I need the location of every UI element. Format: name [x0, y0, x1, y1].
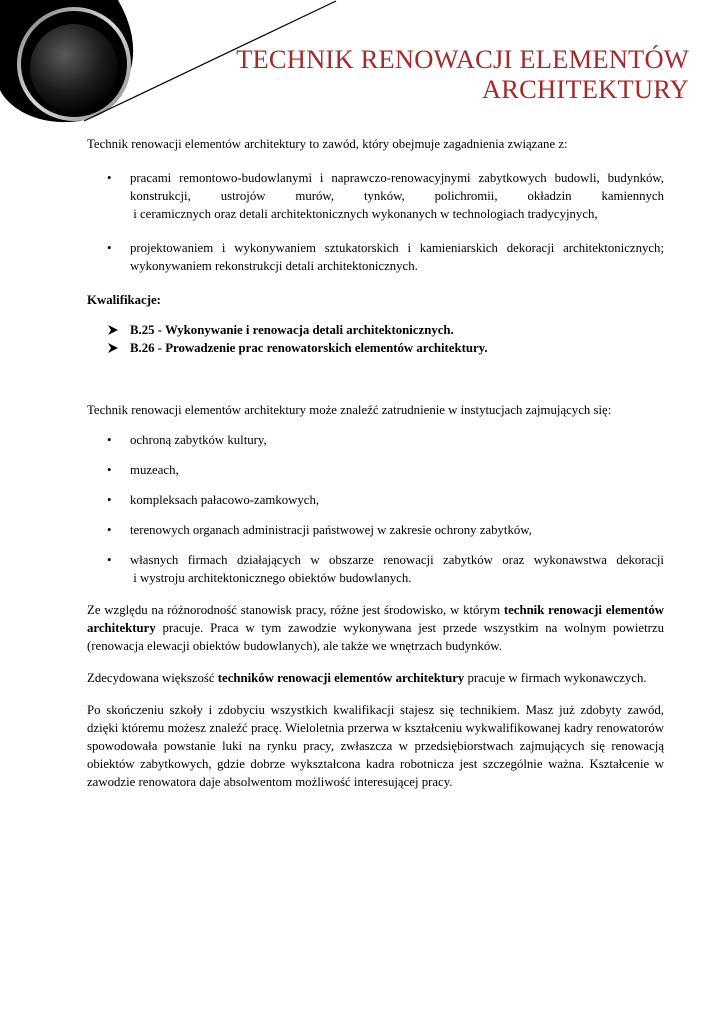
employment-item: • ochroną zabytków kultury, [87, 431, 664, 449]
topic-item [87, 169, 664, 223]
text-span: Ze względu na różnorodność stanowisk pracy, różne jest środowisko, w którym [87, 603, 504, 617]
page-title [129, 44, 689, 104]
text-span: pracuje. Praca w tym zawodzie wykonywana jest przede wszystkim na wolnym powietrzu (renowacja elewacji obiektów budowlanych), ale także we wnętrzach budynków. [87, 621, 664, 653]
qualifications-list [87, 321, 664, 357]
document-body [87, 135, 664, 791]
work-environment-paragraph [87, 601, 664, 655]
career-paragraph: Po skończeniu szkoły i zdobyciu wszystkich kwalifikacji stajesz się technikiem. Masz już zdobyty zawód, dzięki któremu możesz znaleźć pracę. Wieloletnia przerwa w kształceniu wykwalifikowanej kadry renowatorów spowodowała powstanie luki na rynku pracy, zwłaszcza w przedsiębiorstwach zajmujących się renowacją obiektów zabytkowych, gdzie dobrze wykształcona kadra robotnicza jest szczególnie ważna. Kształcenie w zawodzie renowatora daje absolwentom możliwość interesującej pracy. [87, 703, 664, 789]
topic-line: • pracami remontowo-budowlanymi i naprawczo-renowacyjnymi zabytkowych budowli, budynków, [130, 171, 664, 185]
employment-item: • muzeach, [87, 461, 664, 479]
topics-list [87, 169, 664, 275]
qualification-text: B.26 - Prowadzenie prac renowatorskich elementów architektury. [130, 341, 488, 355]
employers-paragraph [87, 669, 664, 687]
employment-item: • terenowych organach administracji państwowej w zakresie ochrony zabytków, [87, 521, 664, 539]
employment-intro: Technik renowacji elementów architektury może znaleźć zatrudnienie w instytucjach zajmujących się: [87, 403, 612, 417]
employment-list [87, 431, 664, 587]
text-span: Zdecydowana większość [87, 671, 218, 685]
qualification-text: B.25 - Wykonywanie i renowacja detali architektonicznych. [130, 323, 454, 337]
topic-item: • projektowaniem i wykonywaniem sztukatorskich i kamieniarskich dekoracji architektonicznych; wykonywaniem rekonstrukcji detali architektonicznych. [87, 239, 664, 275]
bold-text: techników renowacji elementów architektury [217, 671, 465, 685]
text-span: pracuje w firmach wykonawczych. [464, 671, 647, 685]
qualifications-heading: Kwalifikacje: [87, 293, 161, 307]
qualification-item [87, 339, 664, 357]
employment-item: • kompleksach pałacowo-zamkowych, [87, 491, 664, 509]
intro-paragraph: Technik renowacji elementów architektury to zawód, który obejmuje zagadnienia związane z: [87, 137, 568, 151]
arrow-bullet-icon [107, 324, 119, 336]
employment-line: • własnych firmach działających w obszarze renowacji zabytków oraz wykonawstwa dekoracji [130, 553, 664, 567]
arrow-bullet-icon [107, 342, 119, 354]
topic-line: konstrukcji, ustrojów murów, tynków, polichromii, okładzin kamiennych [130, 189, 664, 203]
title-line-1: TECHNIK RENOWACJI ELEMENTÓW [236, 44, 689, 74]
employment-item [87, 551, 664, 587]
bold-text: technik renowacji elementów architektury [87, 603, 664, 635]
title-line-2: ARCHITEKTURY [481, 74, 689, 104]
qualification-item [87, 321, 664, 339]
topic-line: i ceramicznych oraz detali architektonicznych wykonanych w technologiach tradycyjnych, [130, 207, 598, 221]
employment-line: i wystroju architektonicznego obiektów budowlanych. [130, 571, 412, 585]
